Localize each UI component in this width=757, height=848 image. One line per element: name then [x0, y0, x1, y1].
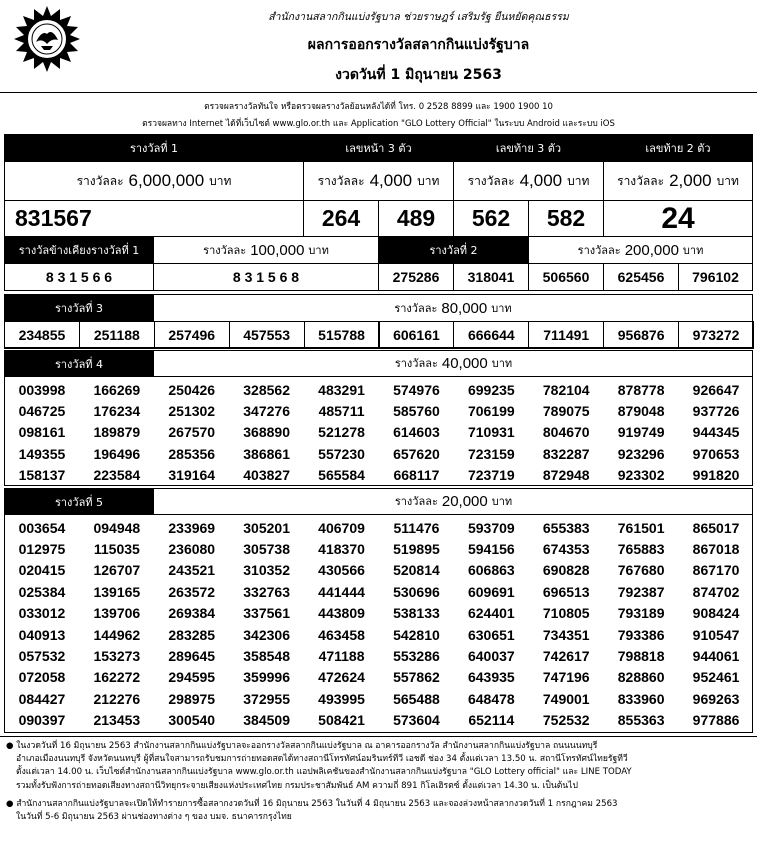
fifth-prize-label: รางวัลที่ 5	[54, 495, 104, 509]
header	[0, 0, 757, 92]
third-prize-number: 515788	[304, 321, 380, 349]
fourth-prize-number: 944345	[692, 424, 740, 441]
fifth-prize-number: 359996	[243, 669, 290, 686]
note-line: ● สำนักงานสลากกินแบ่งรัฐบาลจะเปิดให้ทำรายการซื้อสลากงวดวันที่ 16 มิถุนายน 2563 ในวันที่ 4 มิถุนายน 2563 และจองล่วงหน้าสลากงวดวันที่ 1 กรกฎาคม 2563	[6, 798, 618, 809]
fourth-prize-number: 098161	[18, 424, 66, 441]
fifth-prize-number: 084427	[18, 690, 66, 707]
fifth-prize-number: 749001	[542, 690, 590, 707]
third-prize-header	[4, 294, 154, 322]
divider	[0, 736, 757, 737]
fourth-prize-number: 267570	[168, 424, 216, 441]
fifth-prize-number: 212276	[93, 690, 141, 707]
fifth-prize-number: 305738	[243, 541, 290, 558]
fifth-prize-number: 593709	[467, 519, 515, 536]
fifth-prize-number: 139706	[93, 605, 141, 622]
fourth-prize-number: 403827	[243, 466, 290, 483]
third-prize-amount	[153, 294, 753, 322]
per-prize-text: รางวัลละ	[394, 357, 438, 370]
fifth-prize-number: 144962	[93, 626, 141, 643]
fourth-prize-number: 789075	[542, 402, 590, 419]
front3-amount	[303, 161, 454, 201]
page-title: ผลการออกรางวัลสลากกินแบ่งรัฐบาล	[307, 37, 530, 53]
fourth-prize-number: 158137	[18, 466, 66, 483]
fifth-prize-number: 765883	[617, 541, 665, 558]
fourth-prize-number: 804670	[542, 424, 590, 441]
note-line: อำเภอเมืองนนทบุรี จังหวัดนนทบุรี ผู้ที่สนใจสามารถรับชมการถ่ายทอดสดได้ทางสถานีโทรทัศน์อมรินทร์ทีวี เอชดี ช่อง 34 ตั้งแต่เวลา 13.50 น. สถานีโทรทัศน์ไทยรัฐทีวี	[16, 754, 628, 765]
second-prize-number: 506560	[528, 263, 604, 291]
baht-text: บาท	[682, 244, 704, 257]
fifth-prize-amount	[153, 488, 753, 515]
organization-motto: สำนักงานสลากกินแบ่งรัฐบาล ช่วยราษฎร์ เสริมรัฐ ยืนหยัดคุณธรรม	[268, 11, 569, 23]
fifth-prize-number: 236080	[168, 541, 216, 558]
per-prize-text: รางวัลละ	[617, 173, 665, 188]
fifth-prize-number: 793189	[617, 605, 665, 622]
fourth-prize-number: 657620	[393, 445, 440, 462]
fifth-prize-number: 020415	[18, 562, 66, 579]
last2-number: 24	[603, 200, 753, 237]
fifth-prize-number: 508421	[318, 712, 365, 729]
fifth-prize-number: 115035	[93, 541, 140, 558]
fourth-prize-number: 919749	[617, 424, 665, 441]
third-prize-number: 666644	[453, 321, 529, 349]
fourth-prize-number: 046725	[18, 402, 66, 419]
fifth-prize-number: 139165	[93, 583, 141, 600]
fifth-prize-number: 094948	[93, 519, 141, 536]
second-prize-amount	[528, 236, 753, 264]
fifth-prize-number: 332763	[243, 583, 290, 600]
per-prize-text: รางวัลละ	[394, 495, 438, 508]
fourth-prize-number: 285356	[168, 445, 216, 462]
fifth-prize-number: 944061	[692, 648, 740, 665]
fifth-prize-number: 040913	[18, 626, 66, 643]
fifth-prize-number: 624401	[467, 605, 515, 622]
fifth-prize-number: 696513	[542, 583, 590, 600]
fourth-prize-number: 723719	[467, 466, 515, 483]
fifth-prize-number: 542810	[393, 626, 440, 643]
fifth-prize-number: 025384	[18, 583, 66, 600]
check-phone-info: ตรวจผลรางวัลทันใจ หรือตรวจผลรางวัลย้อนหลังได้ที่ โทร. 0 2528 8899 และ 1900 1900 10	[204, 102, 553, 112]
fourth-amount-value: 40,000	[441, 354, 488, 372]
baht-text: บาท	[209, 173, 232, 188]
note-line: ● ในงวดวันที่ 16 มิถุนายน 2563 สำนักงานสลากกินแบ่งรัฐบาลจะออกรางวัลสลากกินแบ่งรัฐบาล ณ อาคารออกรางวัล สำนักงานสลากกินแบ่งรัฐบาล ถนนนนทบุรี	[6, 741, 598, 751]
fifth-prize-number: 867018	[692, 541, 740, 558]
fifth-prize-number: 908424	[692, 605, 740, 622]
third-prize-number: 606161	[379, 321, 455, 349]
fifth-prize-number: 003654	[18, 519, 66, 536]
baht-text: บาท	[417, 173, 440, 188]
fifth-prize-number: 443809	[318, 605, 365, 622]
fifth-amount-value: 20,000	[441, 492, 488, 510]
fourth-prize-number: 879048	[617, 402, 665, 419]
fifth-prize-number: 792387	[617, 583, 665, 600]
fifth-prize-number: 652114	[468, 712, 515, 729]
fifth-prize-number: 767680	[617, 562, 665, 579]
fourth-prize-number: 166269	[93, 381, 141, 398]
front3-label: เลขหน้า 3 ตัว	[345, 142, 412, 155]
fourth-prize-number: 521278	[318, 424, 365, 441]
third-amount-value: 80,000	[441, 299, 488, 317]
baht-text: บาท	[491, 357, 513, 370]
third-prize-label: รางวัลที่ 3	[54, 302, 104, 315]
fifth-prize-number: 418370	[318, 541, 365, 558]
fifth-prize-number: 952461	[692, 669, 740, 686]
fifth-prize-number: 747196	[542, 669, 590, 686]
first-prize-amount	[4, 161, 304, 201]
front3-number-1: 264	[303, 200, 379, 237]
fifth-prize-number: 798818	[617, 648, 665, 665]
note-line: ในวันที่ 5-6 มิถุนายน 2563 ผ่านช่องทางต่าง ๆ ของ บมจ. ธนาคารกรุงไทย	[16, 812, 292, 823]
fourth-prize-number: 386861	[243, 445, 290, 462]
fifth-prize-number: 630651	[467, 626, 515, 643]
fifth-prize-number: 761501	[617, 519, 665, 536]
fourth-prize-number: 872948	[542, 466, 590, 483]
fourth-prize-number: 176234	[93, 402, 141, 419]
second-prize-number: 318041	[453, 263, 529, 291]
third-prize-number: 973272	[678, 321, 754, 349]
check-internet-info: ตรวจผลทาง Internet ได้ที่เว็บไซต์ www.glo.or.th และ Application "GLO Lottery Official" ในระบบ Android และระบบ iOS	[142, 119, 615, 129]
divider	[0, 92, 757, 93]
fifth-prize-number: 243521	[168, 562, 216, 579]
fifth-prize-number: 977886	[692, 712, 740, 729]
fifth-prize-number: 742617	[542, 648, 590, 665]
fifth-prize-number: 710805	[542, 605, 590, 622]
fifth-prize-number: 471188	[318, 648, 365, 665]
first-prize-number: 831567	[4, 200, 304, 237]
fifth-prize-number: 337561	[243, 605, 290, 622]
fifth-prize-number: 162272	[93, 669, 141, 686]
third-prize-number: 711491	[528, 321, 604, 349]
last2-label: เลขท้าย 2 ตัว	[645, 142, 711, 155]
fourth-prize-number: 668117	[393, 466, 440, 483]
fourth-prize-number: 149355	[18, 445, 66, 462]
per-prize-text: รางวัลละ	[203, 244, 247, 257]
fifth-prize-number: 828860	[617, 669, 665, 686]
per-prize-text: รางวัลละ	[317, 173, 365, 188]
third-prize-number: 234855	[4, 321, 80, 349]
fifth-prize-number: 520814	[393, 562, 440, 579]
fifth-prize-number: 310352	[243, 562, 290, 579]
per-prize-text: รางวัลละ	[467, 173, 515, 188]
fifth-prize-number: 305201	[243, 519, 290, 536]
front3-amount-value: 4,000	[369, 171, 413, 190]
fifth-prize-number: 298975	[168, 690, 216, 707]
fifth-prize-number: 519895	[393, 541, 440, 558]
fifth-prize-number: 648478	[467, 690, 515, 707]
fifth-prize-number: 342306	[243, 626, 290, 643]
last3-number-2: 582	[528, 200, 604, 237]
fourth-prize-number: 923296	[617, 445, 665, 462]
baht-text: บาท	[716, 173, 739, 188]
fifth-prize-number: 530696	[393, 583, 440, 600]
fifth-prize-number: 090397	[18, 712, 66, 729]
front3-header	[303, 134, 454, 162]
per-prize-text: รางวัลละ	[394, 302, 438, 315]
fourth-prize-number: 782104	[542, 381, 590, 398]
fourth-prize-number: 832287	[542, 445, 590, 462]
fourth-prize-number: 970653	[692, 445, 740, 462]
fifth-prize-number: 012975	[18, 541, 66, 558]
fourth-prize-number: 347276	[243, 402, 290, 419]
front3-number-2: 489	[378, 200, 454, 237]
fifth-prize-number: 153273	[93, 648, 141, 665]
fifth-prize-number: 289645	[168, 648, 216, 665]
fifth-prize-number: 910547	[692, 626, 740, 643]
baht-text: บาท	[491, 495, 513, 508]
fourth-prize-number: 699235	[467, 381, 515, 398]
first-prize-header	[4, 134, 304, 162]
last3-amount-value: 4,000	[519, 171, 563, 190]
first-prize-label: รางวัลที่ 1	[129, 142, 179, 155]
fifth-prize-number: 263572	[168, 583, 216, 600]
fifth-prize-number: 441444	[318, 583, 365, 600]
fifth-prize-number: 867170	[692, 562, 740, 579]
fifth-prize-number: 269384	[168, 605, 216, 622]
second-prize-label: รางวัลที่ 2	[429, 244, 478, 257]
fifth-prize-number: 463458	[318, 626, 365, 643]
near-first-label: รางวัลข้างเคียงรางวัลที่ 1	[18, 244, 140, 257]
second-prize-number: 796102	[678, 263, 753, 291]
last3-header	[453, 134, 604, 162]
note-line: รวมทั้งรับฟังการถ่ายทอดเสียงทางสถานีวิทยุกระจายเสียงแห่งประเทศไทย กรมประชาสัมพันธ์ AM ความถี่ 891 กิโลเฮิรตซ์ ตั้งแต่เวลา 14.30 น. เป็นต้นไป	[16, 780, 578, 791]
fifth-prize-number: 294595	[168, 669, 216, 686]
fifth-prize-number: 855363	[617, 712, 665, 729]
near-first-amount	[153, 236, 379, 264]
fourth-prize-number: 923302	[617, 466, 665, 483]
fourth-prize-number: 328562	[243, 381, 290, 398]
fourth-prize-number: 223584	[93, 466, 141, 483]
fourth-prize-number: 937726	[692, 402, 740, 419]
fourth-prize-number: 251302	[168, 402, 216, 419]
baht-text: บาท	[308, 244, 329, 257]
fifth-prize-number: 655383	[542, 519, 590, 536]
fourth-prize-number: 926647	[692, 381, 740, 398]
baht-text: บาท	[491, 302, 512, 315]
fifth-prize-number: 553286	[393, 648, 440, 665]
per-prize-text: รางวัลละ	[577, 244, 621, 257]
fifth-prize-header	[4, 488, 154, 515]
last3-label: เลขท้าย 3 ตัว	[495, 142, 562, 155]
second-prize-header	[378, 236, 529, 264]
second-prize-number: 625456	[603, 263, 679, 291]
baht-text: บาท	[567, 173, 590, 188]
fourth-prize-number: 368890	[243, 424, 290, 441]
near-first-header	[4, 236, 154, 264]
fifth-prize-number: 594156	[467, 541, 515, 558]
fourth-prize-number: 565584	[318, 466, 365, 483]
fourth-prize-number: 991820	[692, 466, 740, 483]
fourth-prize-label: รางวัลที่ 4	[54, 357, 104, 371]
fifth-prize-number: 833960	[617, 690, 665, 707]
near-first-amount-value: 100,000	[250, 241, 305, 259]
fourth-prize-number: 485711	[318, 402, 365, 419]
last2-amount-value: 2,000	[669, 171, 712, 190]
fifth-prize-number: 874702	[692, 583, 740, 600]
fifth-prize-number: 690828	[542, 562, 590, 579]
second-prize-number: 275286	[378, 263, 454, 291]
note-line: ตั้งแต่เวลา 14.00 น. เว็บไซต์สำนักงานสลากกินแบ่งรัฐบาล www.glo.or.th แอปพลิเคชันของสำนักงานสลากกินแบ่งรัฐบาล "GLO Lottery official" และ LINE TODAY	[16, 767, 632, 778]
near-first-number-1: 8 3 1 5 6 6	[4, 263, 154, 291]
fifth-prize-number: 126707	[93, 562, 141, 579]
fourth-prize-number: 250426	[168, 381, 216, 398]
fifth-prize-number: 406709	[318, 519, 365, 536]
fourth-prize-number: 585760	[393, 402, 440, 419]
fourth-prize-number: 189879	[93, 424, 141, 441]
third-prize-number: 257496	[154, 321, 230, 349]
fifth-prize-number: 606863	[467, 562, 515, 579]
fourth-prize-number: 614603	[393, 424, 440, 441]
last2-amount	[603, 161, 753, 201]
fifth-prize-number: 033012	[18, 605, 66, 622]
notes	[6, 740, 751, 824]
second-amount-value: 200,000	[624, 241, 679, 259]
near-first-number-2: 8 3 1 5 6 8	[153, 263, 379, 291]
fifth-prize-number: 565488	[393, 690, 440, 707]
fifth-prize-number: 233969	[168, 519, 216, 536]
fifth-prize-number: 793386	[617, 626, 665, 643]
fifth-prize-number: 472624	[318, 669, 365, 686]
fifth-prize-number: 372955	[243, 690, 290, 707]
fifth-prize-number: 511476	[393, 519, 440, 536]
fifth-prize-number: 557862	[393, 669, 440, 686]
fifth-prize-number: 493995	[318, 690, 365, 707]
fourth-prize-number: 706199	[467, 402, 515, 419]
fifth-prize-number: 969263	[692, 690, 740, 707]
third-prize-number: 251188	[79, 321, 155, 349]
fourth-prize-number: 557230	[318, 445, 365, 462]
first-amount-value: 6,000,000	[128, 171, 205, 190]
fourth-prize-number: 196496	[93, 445, 141, 462]
fourth-prize-number: 483291	[318, 381, 365, 398]
third-prize-number: 956876	[603, 321, 679, 349]
fifth-prize-number: 538133	[393, 605, 440, 622]
fourth-prize-header	[4, 350, 154, 377]
fifth-prize-number: 865017	[692, 519, 740, 536]
per-prize-text: รางวัลละ	[76, 173, 124, 188]
fourth-prize-amount	[153, 350, 753, 377]
draw-date: งวดวันที่ 1 มิถุนายน 2563	[335, 67, 502, 83]
fifth-prize-number: 573604	[393, 712, 440, 729]
fifth-prize-number: 283285	[168, 626, 216, 643]
fourth-prize-number: 710931	[467, 424, 515, 441]
fifth-prize-number: 358548	[243, 648, 290, 665]
last2-header	[603, 134, 753, 162]
fourth-prize-number: 723159	[467, 445, 515, 462]
fifth-prize-number: 752532	[542, 712, 590, 729]
fourth-prize-number: 319164	[168, 466, 216, 483]
third-prize-number: 457553	[229, 321, 305, 349]
fifth-prize-number: 072058	[18, 669, 66, 686]
fifth-prize-number: 430566	[318, 562, 365, 579]
fifth-prize-number: 640037	[467, 648, 515, 665]
fourth-prize-number: 003998	[18, 381, 66, 398]
last3-amount	[453, 161, 604, 201]
fifth-prize-number: 300540	[168, 712, 216, 729]
fifth-prize-number: 643935	[467, 669, 515, 686]
fourth-prize-number: 878778	[617, 381, 665, 398]
last3-number-1: 562	[453, 200, 529, 237]
fourth-prize-number: 574976	[393, 381, 440, 398]
fifth-prize-number: 674353	[542, 541, 590, 558]
fifth-prize-number: 384509	[243, 712, 290, 729]
fifth-prize-number: 609691	[467, 583, 515, 600]
fifth-prize-number: 057532	[18, 648, 66, 665]
fifth-prize-number: 734351	[542, 626, 590, 643]
fifth-prize-number: 213453	[93, 712, 141, 729]
